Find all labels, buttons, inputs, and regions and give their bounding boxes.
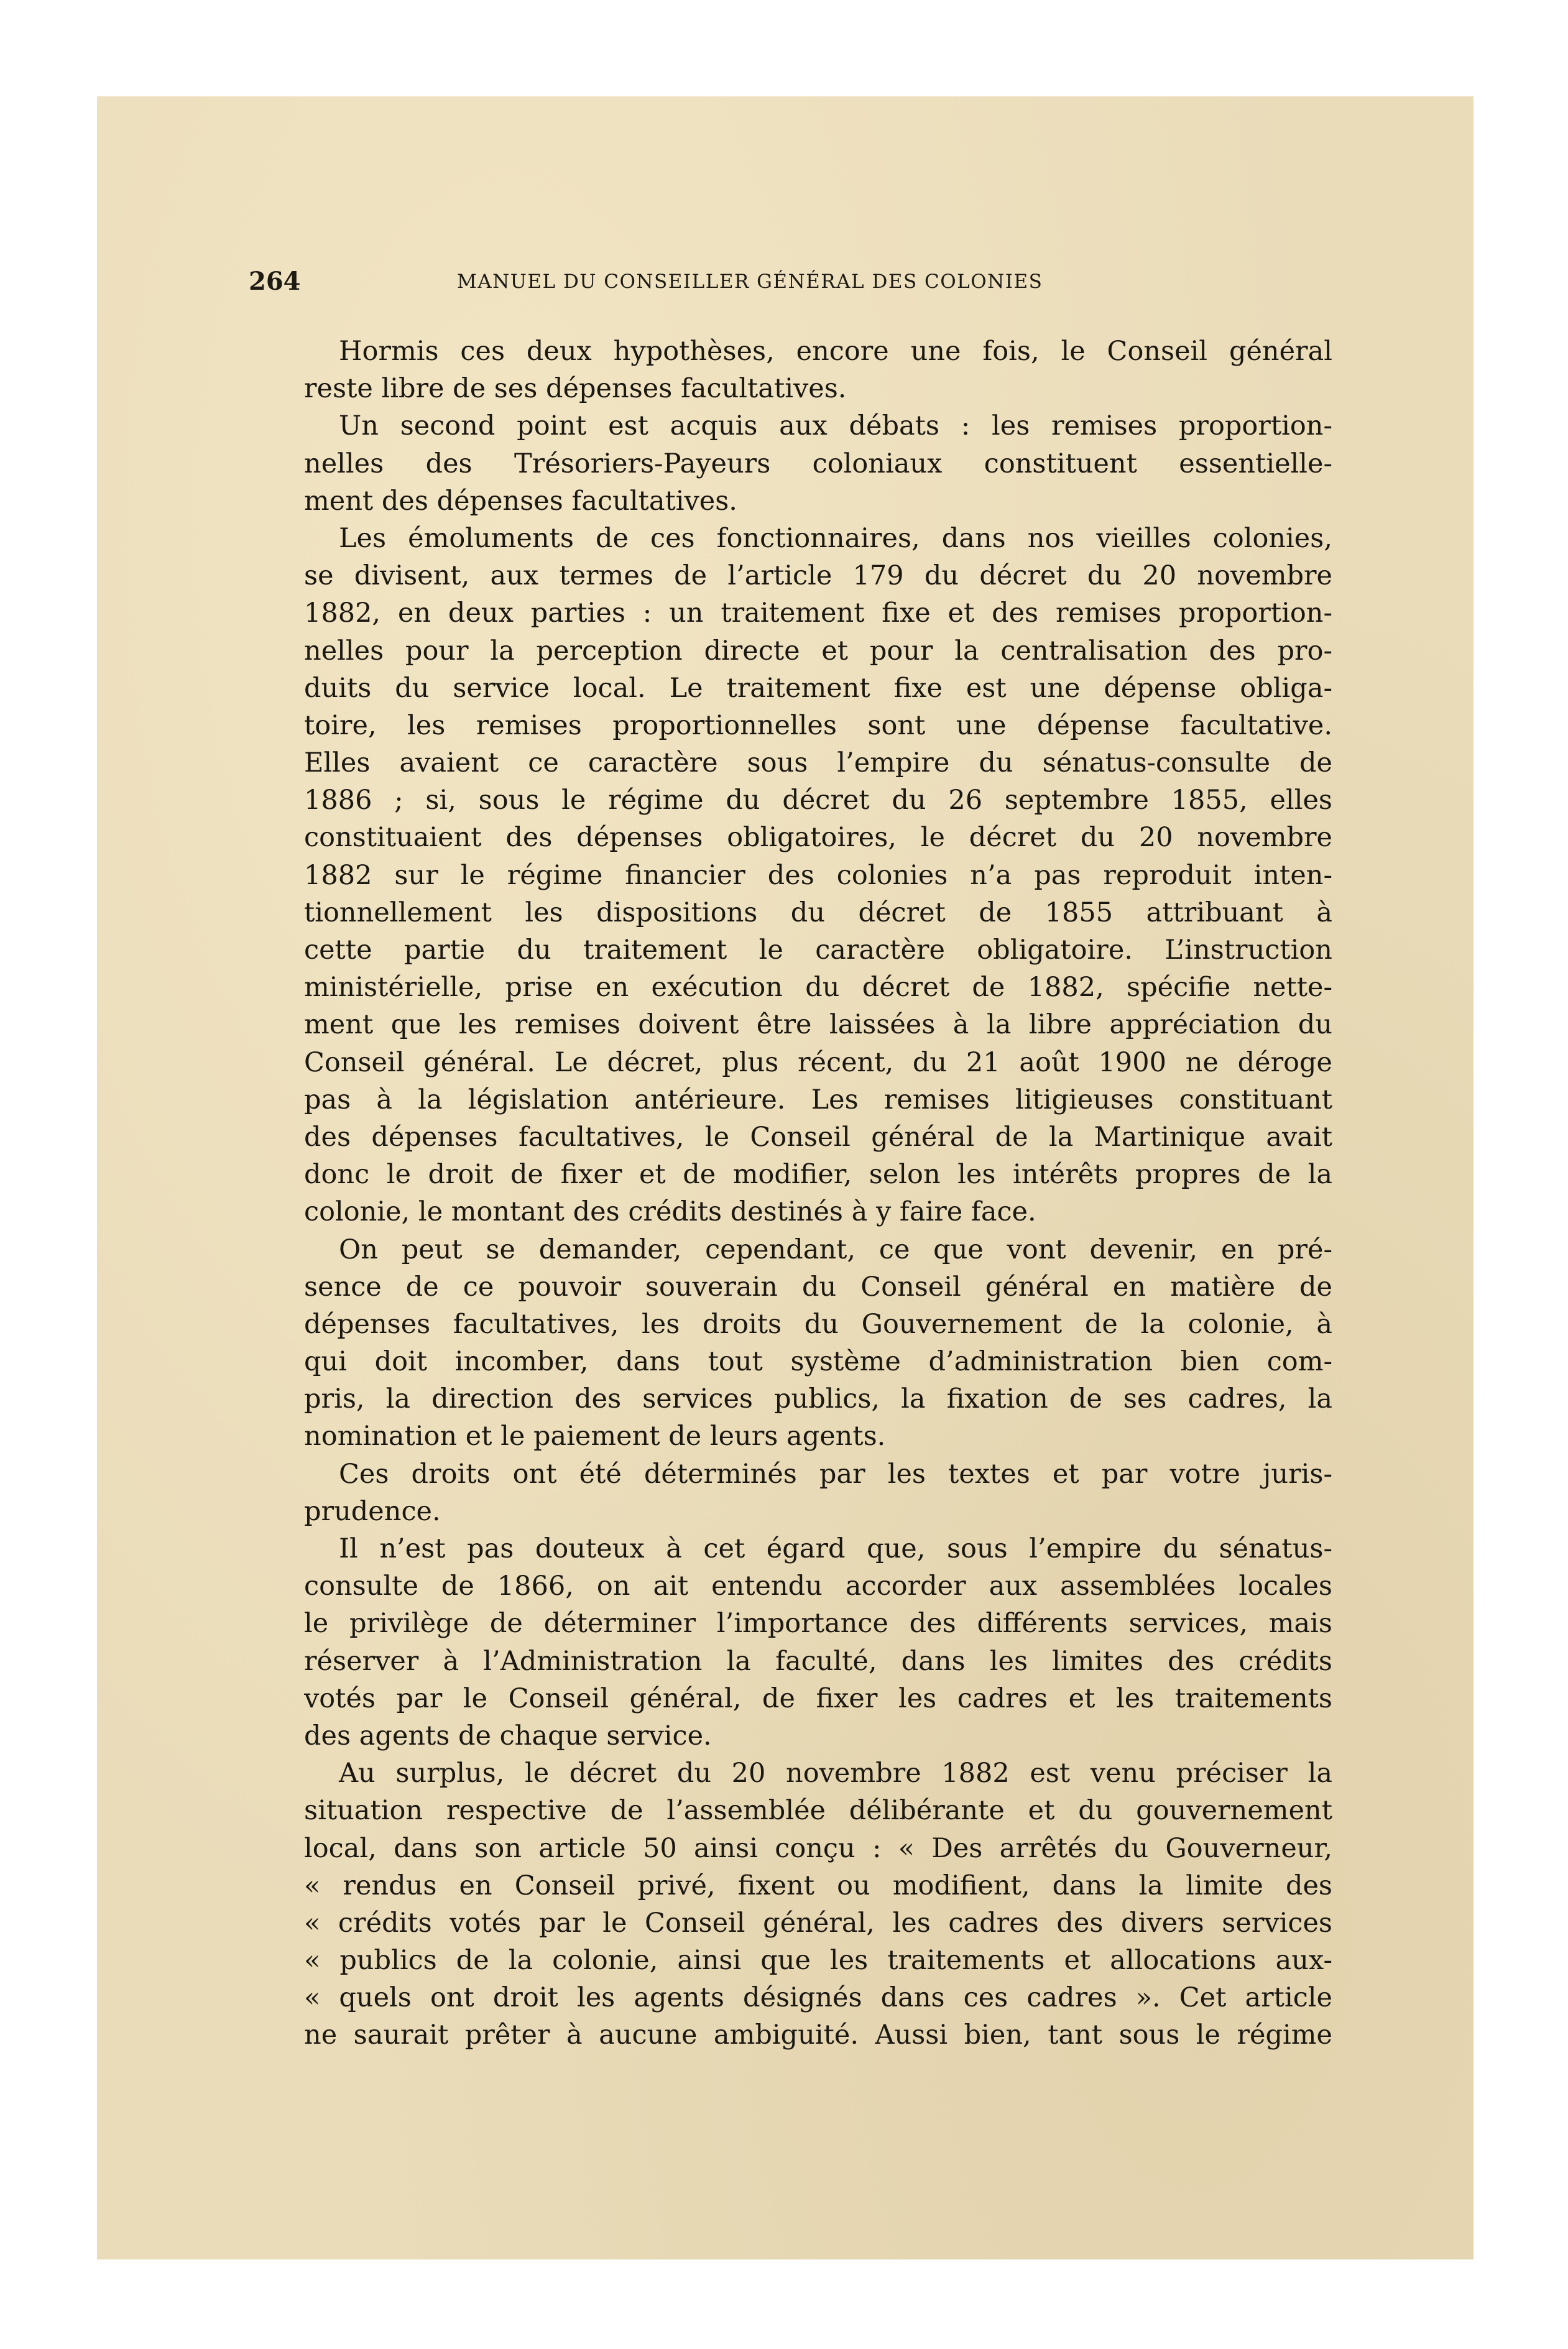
text-line: ne saurait prêter à aucune ambiguité. Aussi bien, tant sous le régime bbox=[304, 2019, 1332, 2051]
text-line: Un second point est acquis aux débats : les remises proportion- bbox=[339, 410, 1332, 442]
text-line: Hormis ces deux hypothèses, encore une fois, le Conseil général bbox=[339, 336, 1332, 367]
text-line: Ces droits ont été déterminés par les textes et par votre juris- bbox=[339, 1458, 1332, 1490]
text-line: 1882 sur le régime financier des colonies n’a pas reproduit inten- bbox=[304, 859, 1332, 891]
text-line: situation respective de l’assemblée délibérante et du gouvernement bbox=[304, 1795, 1332, 1827]
text-line: donc le droit de fixer et de modifier, selon les intérêts propres de la bbox=[304, 1159, 1332, 1191]
text-line: colonie, le montant des crédits destinés à y faire face. bbox=[304, 1196, 1036, 1228]
page-header bbox=[249, 263, 1324, 300]
text-line: cette partie du traitement le caractère obligatoire. L’instruction bbox=[304, 935, 1332, 966]
text-line: reste libre de ses dépenses facultatives. bbox=[304, 373, 847, 405]
text-line: Conseil général. Le décret, plus récent, du 21 août 1900 ne déroge bbox=[304, 1046, 1332, 1078]
text-line: le privilège de déterminer l’importance des différents services, mais bbox=[304, 1608, 1332, 1640]
text-line: se divisent, aux termes de l’article 179 du décret du 20 novembre bbox=[304, 560, 1332, 592]
text-line: des dépenses facultatives, le Conseil général de la Martinique avait bbox=[304, 1121, 1332, 1153]
text-line: Au surplus, le décret du 20 novembre 1882 est venu préciser la bbox=[339, 1758, 1332, 1789]
text-line: nomination et le paiement de leurs agents. bbox=[304, 1421, 886, 1452]
text-line: « quels ont droit les agents désignés dans ces cadres ». Cet article bbox=[304, 1982, 1332, 2014]
text-line: réserver à l’Administration la faculté, dans les limites des crédits bbox=[304, 1645, 1332, 1677]
text-line: On peut se demander, cependant, ce que vont devenir, en pré- bbox=[339, 1234, 1332, 1265]
running-head: MANUEL DU CONSEILLER GÉNÉRAL DES COLONIES bbox=[457, 270, 1043, 293]
text-line: des agents de chaque service. bbox=[304, 1720, 712, 1751]
text-line: « rendus en Conseil privé, fixent ou modifient, dans la limite des bbox=[304, 1870, 1332, 1901]
text-line: Il n’est pas douteux à cet égard que, sous l’empire du sénatus- bbox=[339, 1533, 1332, 1564]
text-line: « crédits votés par le Conseil général, les cadres des divers services bbox=[304, 1907, 1332, 1939]
text-line: ment des dépenses facultatives. bbox=[304, 485, 737, 517]
text-line: 1886 ; si, sous le régime du décret du 26 septembre 1855, elles bbox=[304, 785, 1332, 816]
text-line: ministérielle, prise en exécution du décret de 1882, spécifie nette- bbox=[304, 972, 1332, 1004]
text-line: votés par le Conseil général, de fixer les cadres et les traitements bbox=[304, 1682, 1332, 1714]
text-line: qui doit incomber, dans tout système d’administration bien com- bbox=[304, 1346, 1332, 1378]
text-line: dépenses facultatives, les droits du Gouvernement de la colonie, à bbox=[304, 1308, 1332, 1340]
text-line: consulte de 1866, on ait entendu accorder aux assemblées locales bbox=[304, 1571, 1332, 1602]
text-line: local, dans son article 50 ainsi conçu : « Des arrêtés du Gouverneur, bbox=[304, 1832, 1332, 1864]
text-line: ment que les remises doivent être laissées à la libre appréciation du bbox=[304, 1009, 1332, 1041]
page-number: 264 bbox=[249, 267, 301, 296]
text-line: « publics de la colonie, ainsi que les traitements et allocations aux- bbox=[304, 1945, 1332, 1977]
text-line: nelles pour la perception directe et pour la centralisation des pro- bbox=[304, 635, 1332, 667]
text-line: duits du service local. Le traitement fixe est une dépense obliga- bbox=[304, 672, 1332, 704]
text-line: Elles avaient ce caractère sous l’empire du sénatus-consulte de bbox=[304, 747, 1332, 779]
body-text bbox=[304, 333, 1332, 2054]
text-line: tionnellement les dispositions du décret de 1855 attribuant à bbox=[304, 897, 1332, 928]
text-line: pas à la législation antérieure. Les remises litigieuses constituant bbox=[304, 1084, 1332, 1115]
text-line: nelles des Trésoriers-Payeurs coloniaux constituent essentielle- bbox=[304, 448, 1332, 479]
text-line: sence de ce pouvoir souverain du Conseil général en matière de bbox=[304, 1271, 1332, 1303]
text-line: constituaient des dépenses obligatoires, le décret du 20 novembre bbox=[304, 822, 1332, 854]
text-line: Les émoluments de ces fonctionnaires, dans nos vieilles colonies, bbox=[339, 522, 1332, 554]
text-line: 1882, en deux parties : un traitement fixe et des remises proportion- bbox=[304, 598, 1332, 629]
text-line: prudence. bbox=[304, 1495, 441, 1527]
text-line: pris, la direction des services publics, la fixation de ses cadres, la bbox=[304, 1383, 1332, 1415]
text-line: toire, les remises proportionnelles sont une dépense facultative. bbox=[304, 709, 1332, 741]
